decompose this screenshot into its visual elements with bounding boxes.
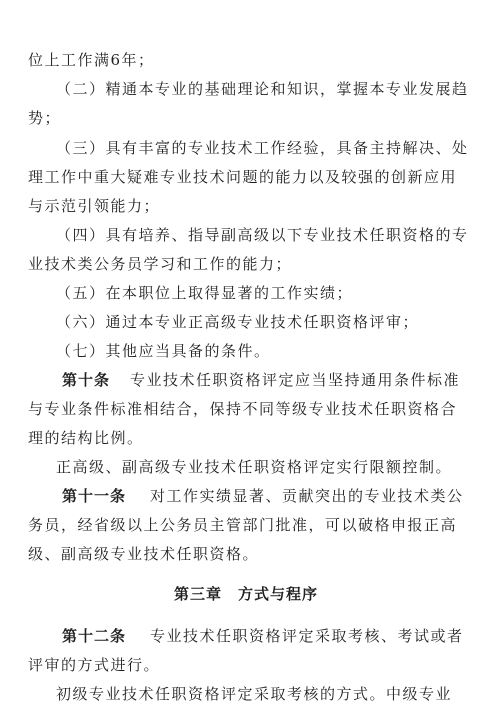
text-line (0, 397, 500, 421)
line-text: 评审的方式进行。 (28, 656, 161, 674)
line-text: （四）具有培养、指导副高级以下专业技术任职资格的专 (56, 225, 469, 244)
line-text: 位上工作满6年； (28, 51, 155, 69)
text-line (0, 513, 500, 537)
article-heading: 第十条 (62, 370, 111, 389)
article-heading: 第十一条 (62, 486, 127, 505)
line-text: （二）精通本专业的基础理论和知识，掌握本专业发展趋 (56, 80, 469, 98)
text-line (0, 48, 500, 72)
text-line (0, 310, 500, 334)
text-line (0, 653, 500, 677)
text-line (0, 252, 500, 276)
line-text: 专业技术任职资格评定应当坚持通用条件标准 (130, 370, 461, 389)
text-line (0, 624, 500, 648)
line-text: 务员，经省级以上公务员主管部门批准，可以破格申报正高 (28, 515, 458, 534)
chapter-line (0, 582, 500, 606)
line-text: 对工作实绩显著、贡献突出的专业技术类公 (150, 486, 464, 505)
text-line (0, 194, 500, 218)
line-text: 级、副高级专业技术任职资格。 (28, 544, 260, 563)
line-text: 势； (28, 109, 62, 127)
line-text: （七）其他应当具备的条件。 (56, 341, 271, 360)
text-line (0, 165, 500, 189)
text-line (0, 223, 500, 247)
text-line (0, 542, 500, 566)
line-text: 初级专业技术任职资格评定采取考核的方式。中级专业 (56, 685, 453, 703)
line-text: 与示范引领能力； (28, 196, 161, 215)
line-text: 专业技术任职资格评定采取考核、考试或者 (150, 627, 464, 645)
text-line (0, 682, 500, 706)
text-line (0, 426, 500, 450)
line-text: （三）具有丰富的专业技术工作经验，具备主持解决、处 (56, 138, 469, 157)
text-line (0, 368, 500, 392)
text-line (0, 77, 500, 101)
line-text: （五）在本职位上取得显著的工作实绩； (56, 283, 354, 302)
text-line (0, 106, 500, 130)
line-text: 理工作中重大疑难专业技术问题的能力以及较强的创新应用 (28, 167, 458, 186)
line-text: 正高级、副高级专业技术任职资格评定实行限额控制。 (56, 457, 453, 476)
line-text: 理的结构比例。 (28, 428, 144, 447)
text-line (0, 281, 500, 305)
line-text: 与专业条件标准相结合，保持不同等级专业技术任职资格合 (28, 399, 458, 418)
text-line (0, 484, 500, 508)
text-line (0, 339, 500, 363)
text-line (0, 136, 500, 160)
text-line (0, 455, 500, 479)
article-heading: 第十二条 (62, 627, 127, 645)
line-text: 业技术类公务员学习和工作的能力； (28, 254, 293, 273)
chapter-title: 第三章 方式与程序 (174, 584, 319, 603)
line-text: （六）通过本专业正高级专业技术任职资格评审； (56, 312, 420, 331)
